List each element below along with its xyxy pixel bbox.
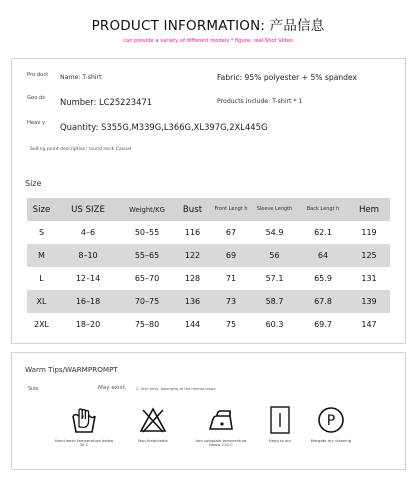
table-cell: 136 <box>174 290 211 313</box>
header-front-length: Front Lengt h <box>211 198 251 221</box>
table-cell: XL <box>27 290 56 313</box>
table-cell: 144 <box>184 320 201 329</box>
table-row <box>27 267 390 290</box>
table-cell: 2XL <box>33 320 50 329</box>
table-cell: 67 <box>225 228 237 237</box>
table-cell: 147 <box>361 320 377 329</box>
table-cell: 73 <box>211 290 251 313</box>
table-cell: 54.9 <box>265 228 284 237</box>
table-cell: 69 <box>211 244 251 267</box>
product-quantity: Quantity: S355G,M339G,L366G,XL397G,2XL445G <box>60 122 268 132</box>
tips-error-note: 2- 3cm error, belonging to the normal range <box>136 387 216 391</box>
header-weight: Weight/KG <box>120 198 174 221</box>
iron-low-icon <box>206 405 236 435</box>
table-cell: 16–18 <box>56 290 120 313</box>
care-label: Mergate dry cleaning <box>310 438 352 443</box>
tips-may-exist: May exist, <box>98 385 127 391</box>
hand-wash-icon <box>69 405 99 435</box>
table-cell: 8–10 <box>56 244 120 267</box>
table-cell: M <box>27 244 56 267</box>
table-cell: 69.7 <box>314 320 332 329</box>
table-cell: 65.9 <box>314 274 332 283</box>
care-item-hand-wash <box>54 405 114 448</box>
table-cell: S <box>38 228 45 237</box>
table-cell: 75–80 <box>134 320 160 329</box>
table-cell: 12–14 <box>75 274 101 283</box>
table-cell: L <box>39 274 44 283</box>
table-cell: 125 <box>348 244 390 267</box>
heavy-label: Heav y <box>27 120 46 126</box>
table-cell: 58.7 <box>251 290 298 313</box>
care-label: Hang to dry <box>268 438 292 443</box>
page-subtitle: can provide a variety of different models * figure, real Shot Video <box>123 38 293 44</box>
goods-label: Goo ds <box>27 95 46 101</box>
table-row <box>27 244 390 267</box>
table-cell: 56 <box>251 244 298 267</box>
no-bleach-icon <box>138 405 168 435</box>
header-bust: Bust <box>174 198 211 221</box>
care-item-iron <box>191 405 251 448</box>
table-cell: 4–6 <box>80 228 96 237</box>
table-row <box>27 290 390 313</box>
header-size: Size <box>27 198 56 221</box>
size-table-header-row <box>27 198 390 221</box>
care-label: Non bleachable <box>138 438 168 443</box>
table-cell: 55–65 <box>120 244 174 267</box>
selling-point: Selling point description: round neck Casual <box>30 147 132 152</box>
table-cell: 75 <box>225 320 237 329</box>
care-item-no-bleach <box>123 405 183 443</box>
warm-tips-title: Warm Tips/WARMPROMPT <box>25 365 118 374</box>
product-number: Number: LC25223471 <box>60 97 153 107</box>
table-cell: 62.1 <box>314 228 332 237</box>
header-us-size: US SIZE <box>56 198 120 221</box>
tips-size-label: Size <box>28 386 39 392</box>
care-label: Hand wash temperature below 30 C <box>54 438 114 448</box>
page-title: PRODUCT INFORMATION: 产品信息 <box>91 18 325 34</box>
table-cell: 57.1 <box>265 274 284 283</box>
table-row <box>27 313 390 336</box>
table-cell: 60.3 <box>265 320 284 329</box>
table-cell: 71 <box>225 274 237 283</box>
table-cell: 65–70 <box>134 274 160 283</box>
table-cell: 128 <box>184 274 201 283</box>
hang-dry-icon <box>265 405 295 435</box>
header-sleeve-length: Sleeve Length <box>251 198 298 221</box>
product-includes: Products include: T-shirt * 1 <box>217 98 303 105</box>
svg-text:P: P <box>326 413 336 429</box>
header-back-length: Back Lengt h <box>298 198 348 221</box>
table-cell: 64 <box>298 244 348 267</box>
table-cell: 119 <box>361 228 377 237</box>
table-cell: 18–20 <box>75 320 101 329</box>
product-fabric: Fabric: 95% polyester + 5% spandex <box>217 73 358 82</box>
product-name: Name: T-shirt <box>60 74 102 81</box>
table-cell: 131 <box>361 274 377 283</box>
product-label: Pro duct <box>27 72 49 78</box>
table-cell: 116 <box>184 228 201 237</box>
table-cell: 67.8 <box>298 290 348 313</box>
care-label: Iron soleplate temperature below 110 C <box>195 438 247 448</box>
table-row <box>27 221 390 244</box>
table-cell: 139 <box>348 290 390 313</box>
table-cell: 70–75 <box>120 290 174 313</box>
size-table <box>27 198 390 336</box>
header-hem: Hem <box>348 198 390 221</box>
care-item-dry-clean <box>301 405 361 443</box>
table-cell: 50–55 <box>134 228 160 237</box>
table-cell: 122 <box>174 244 211 267</box>
size-section-title: Size <box>25 179 42 188</box>
dry-clean-p-icon <box>316 405 346 435</box>
